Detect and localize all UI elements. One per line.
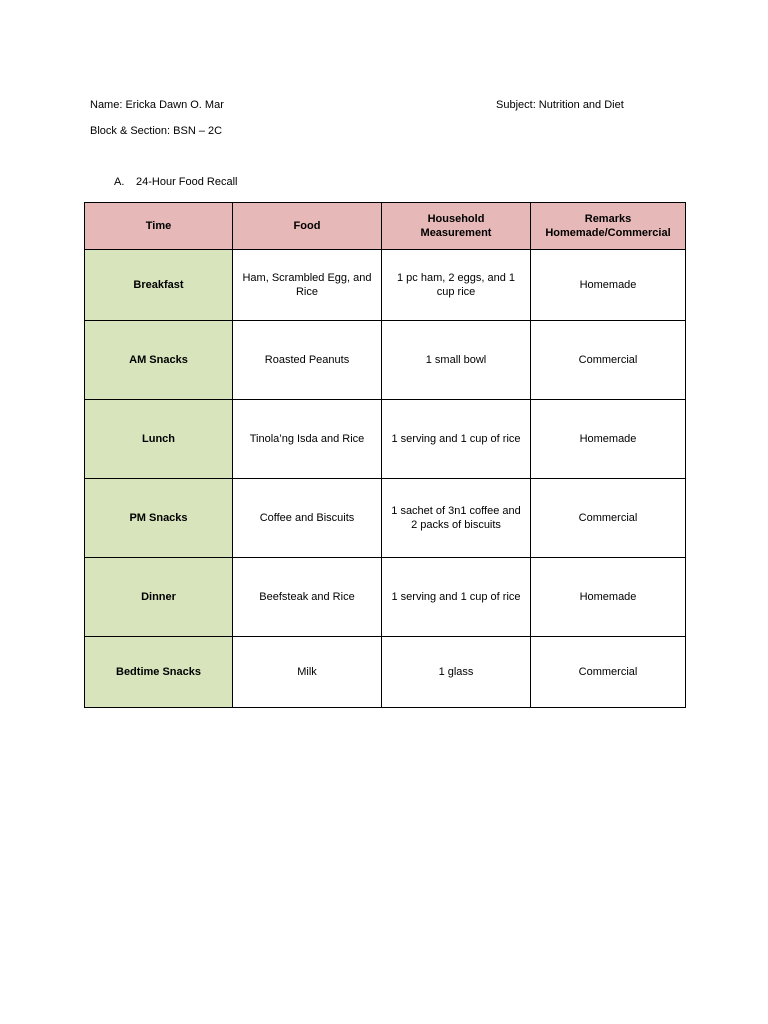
remarks-cell: Commercial xyxy=(531,637,686,708)
section-title: 24-Hour Food Recall xyxy=(136,176,238,188)
table-header-row xyxy=(85,203,686,250)
subject-label: Subject: Nutrition and Diet xyxy=(496,99,624,111)
remarks-cell: Homemade xyxy=(531,400,686,479)
table-row xyxy=(85,479,686,558)
time-cell: PM Snacks xyxy=(85,479,233,558)
student-name: Name: Ericka Dawn O. Mar xyxy=(90,99,224,111)
food-cell: Beefsteak and Rice xyxy=(233,558,382,637)
food-cell: Roasted Peanuts xyxy=(233,321,382,400)
time-cell: Dinner xyxy=(85,558,233,637)
time-cell: AM Snacks xyxy=(85,321,233,400)
food-cell: Milk xyxy=(233,637,382,708)
header-household-measurement: Household Measurement xyxy=(382,203,531,250)
time-cell: Lunch xyxy=(85,400,233,479)
remarks-cell: Commercial xyxy=(531,321,686,400)
time-cell: Breakfast xyxy=(85,250,233,321)
food-cell: Tinola’ng Isda and Rice xyxy=(233,400,382,479)
header-time: Time xyxy=(85,203,233,250)
table-row xyxy=(85,250,686,321)
block-section-label: Block & Section: BSN – 2C xyxy=(90,125,223,137)
remarks-cell: Homemade xyxy=(531,558,686,637)
section-heading xyxy=(114,176,238,188)
measurement-cell: 1 sachet of 3n1 coffee and 2 packs of biscuits xyxy=(382,479,531,558)
header-food: Food xyxy=(233,203,382,250)
food-cell: Ham, Scrambled Egg, and Rice xyxy=(233,250,382,321)
measurement-cell: 1 pc ham, 2 eggs, and 1 cup rice xyxy=(382,250,531,321)
measurement-cell: 1 serving and 1 cup of rice xyxy=(382,558,531,637)
table-row xyxy=(85,321,686,400)
measurement-cell: 1 glass xyxy=(382,637,531,708)
food-cell: Coffee and Biscuits xyxy=(233,479,382,558)
table-row xyxy=(85,400,686,479)
time-cell: Bedtime Snacks xyxy=(85,637,233,708)
measurement-cell: 1 serving and 1 cup of rice xyxy=(382,400,531,479)
section-marker: A. xyxy=(114,176,125,188)
food-recall-table xyxy=(84,202,686,708)
table-row xyxy=(85,637,686,708)
remarks-cell: Commercial xyxy=(531,479,686,558)
remarks-cell: Homemade xyxy=(531,250,686,321)
header-remarks: Remarks Homemade/Commercial xyxy=(531,203,686,250)
measurement-cell: 1 small bowl xyxy=(382,321,531,400)
table-row xyxy=(85,558,686,637)
